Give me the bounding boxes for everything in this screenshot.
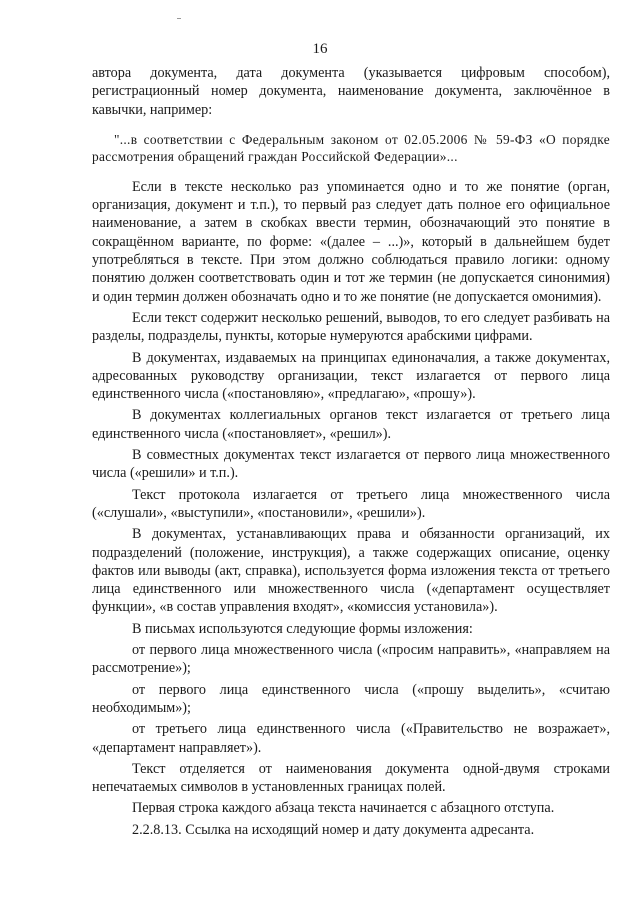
section-2-2-8-13: 2.2.8.13. Ссылка на исходящий номер и дату документа адресанта. [132, 821, 535, 838]
paragraph-rights-duties: В документах, устанавливающих права и обязанности организаций, их подразделений (положение, инструкция), а также содержащих описание, оценку фактов или выводы (акт, справка), используется форма изложения текста от третьего лица единственного или множественного числа («департамент осуществляет функции», «в состав управления входят», «комиссия установила»). [92, 526, 610, 616]
paragraph-author-date: автора документа, дата документа (указывается цифровым способом), регистрационный номер документа, наименование документа, заключённое в кавычки, например: [92, 65, 610, 118]
paragraph-first-line: Первая строка каждого абзаца текста начинается с абзацного отступа. [132, 800, 555, 817]
paragraph-protocol: Текст протокола излагается от третьего лица множественного числа («слушали», «выступили», «постановили», «решили»). [92, 486, 610, 521]
scan-speck [177, 18, 181, 19]
paragraph-joint: В совместных документах текст излагается от первого лица множественного числа («решили» и т.п.). [92, 447, 610, 482]
paragraph-concept-term: Если в тексте несколько раз упоминается одно и то же понятие (орган, организация, документ и т.п.), то первый раз следует дать полное его официальное наименование, а затем в скобках ввести термин, обозначающий это понятие в сокращённом варианте, по форме: «(далее – ...)», который в дальнейшем будет употребляться в тексте. При этом должно соблюдаться правило логики: одному понятию должен соответствовать один и тот же термин (не допускается синонимия) и один термин должен обозначать одно и то же понятие (не допускается омонимия). [92, 178, 610, 305]
page-number: 16 [312, 41, 328, 57]
paragraph-collegial: В документах коллегиальных органов текст излагается от третьего лица единственного числа («постановляет», «решил»). [92, 407, 610, 442]
paragraph-text-separation: Текст отделяется от наименования документа одной-двумя строками непечатаемых символов в установленных границах полей. [92, 760, 610, 796]
list-item-first-plural: от первого лица множественного числа («просим направить», «направляем на рассмотрение»); [92, 642, 610, 677]
paragraph-letters-forms: В письмах используются следующие формы изложения: [132, 620, 473, 637]
list-item-first-singular: от первого лица единственного числа («прошу выделить», «считаю необходимым»); [92, 681, 610, 716]
list-item-third-singular: от третьего лица единственного числа («Правительство не возражает», «департамент направляет»). [92, 721, 610, 756]
paragraph-sections: Если текст содержит несколько решений, выводов, то его следует разбивать на разделы, подразделы, пункты, которые нумеруются арабскими цифрами. [92, 309, 610, 345]
example-quote: "...в соответствии с Федеральным законом от 02.05.2006 № 59-ФЗ «О порядке рассмотрения обращений граждан Российской Федерации»... [92, 131, 610, 165]
document-body [92, 64, 610, 839]
paragraph-sole-authority: В документах, издаваемых на принципах единоначалия, а также документах, адресованных руководству организации, текст излагается от первого лица единственного числа («постановляю», «предлагаю», «прошу»). [92, 349, 610, 403]
